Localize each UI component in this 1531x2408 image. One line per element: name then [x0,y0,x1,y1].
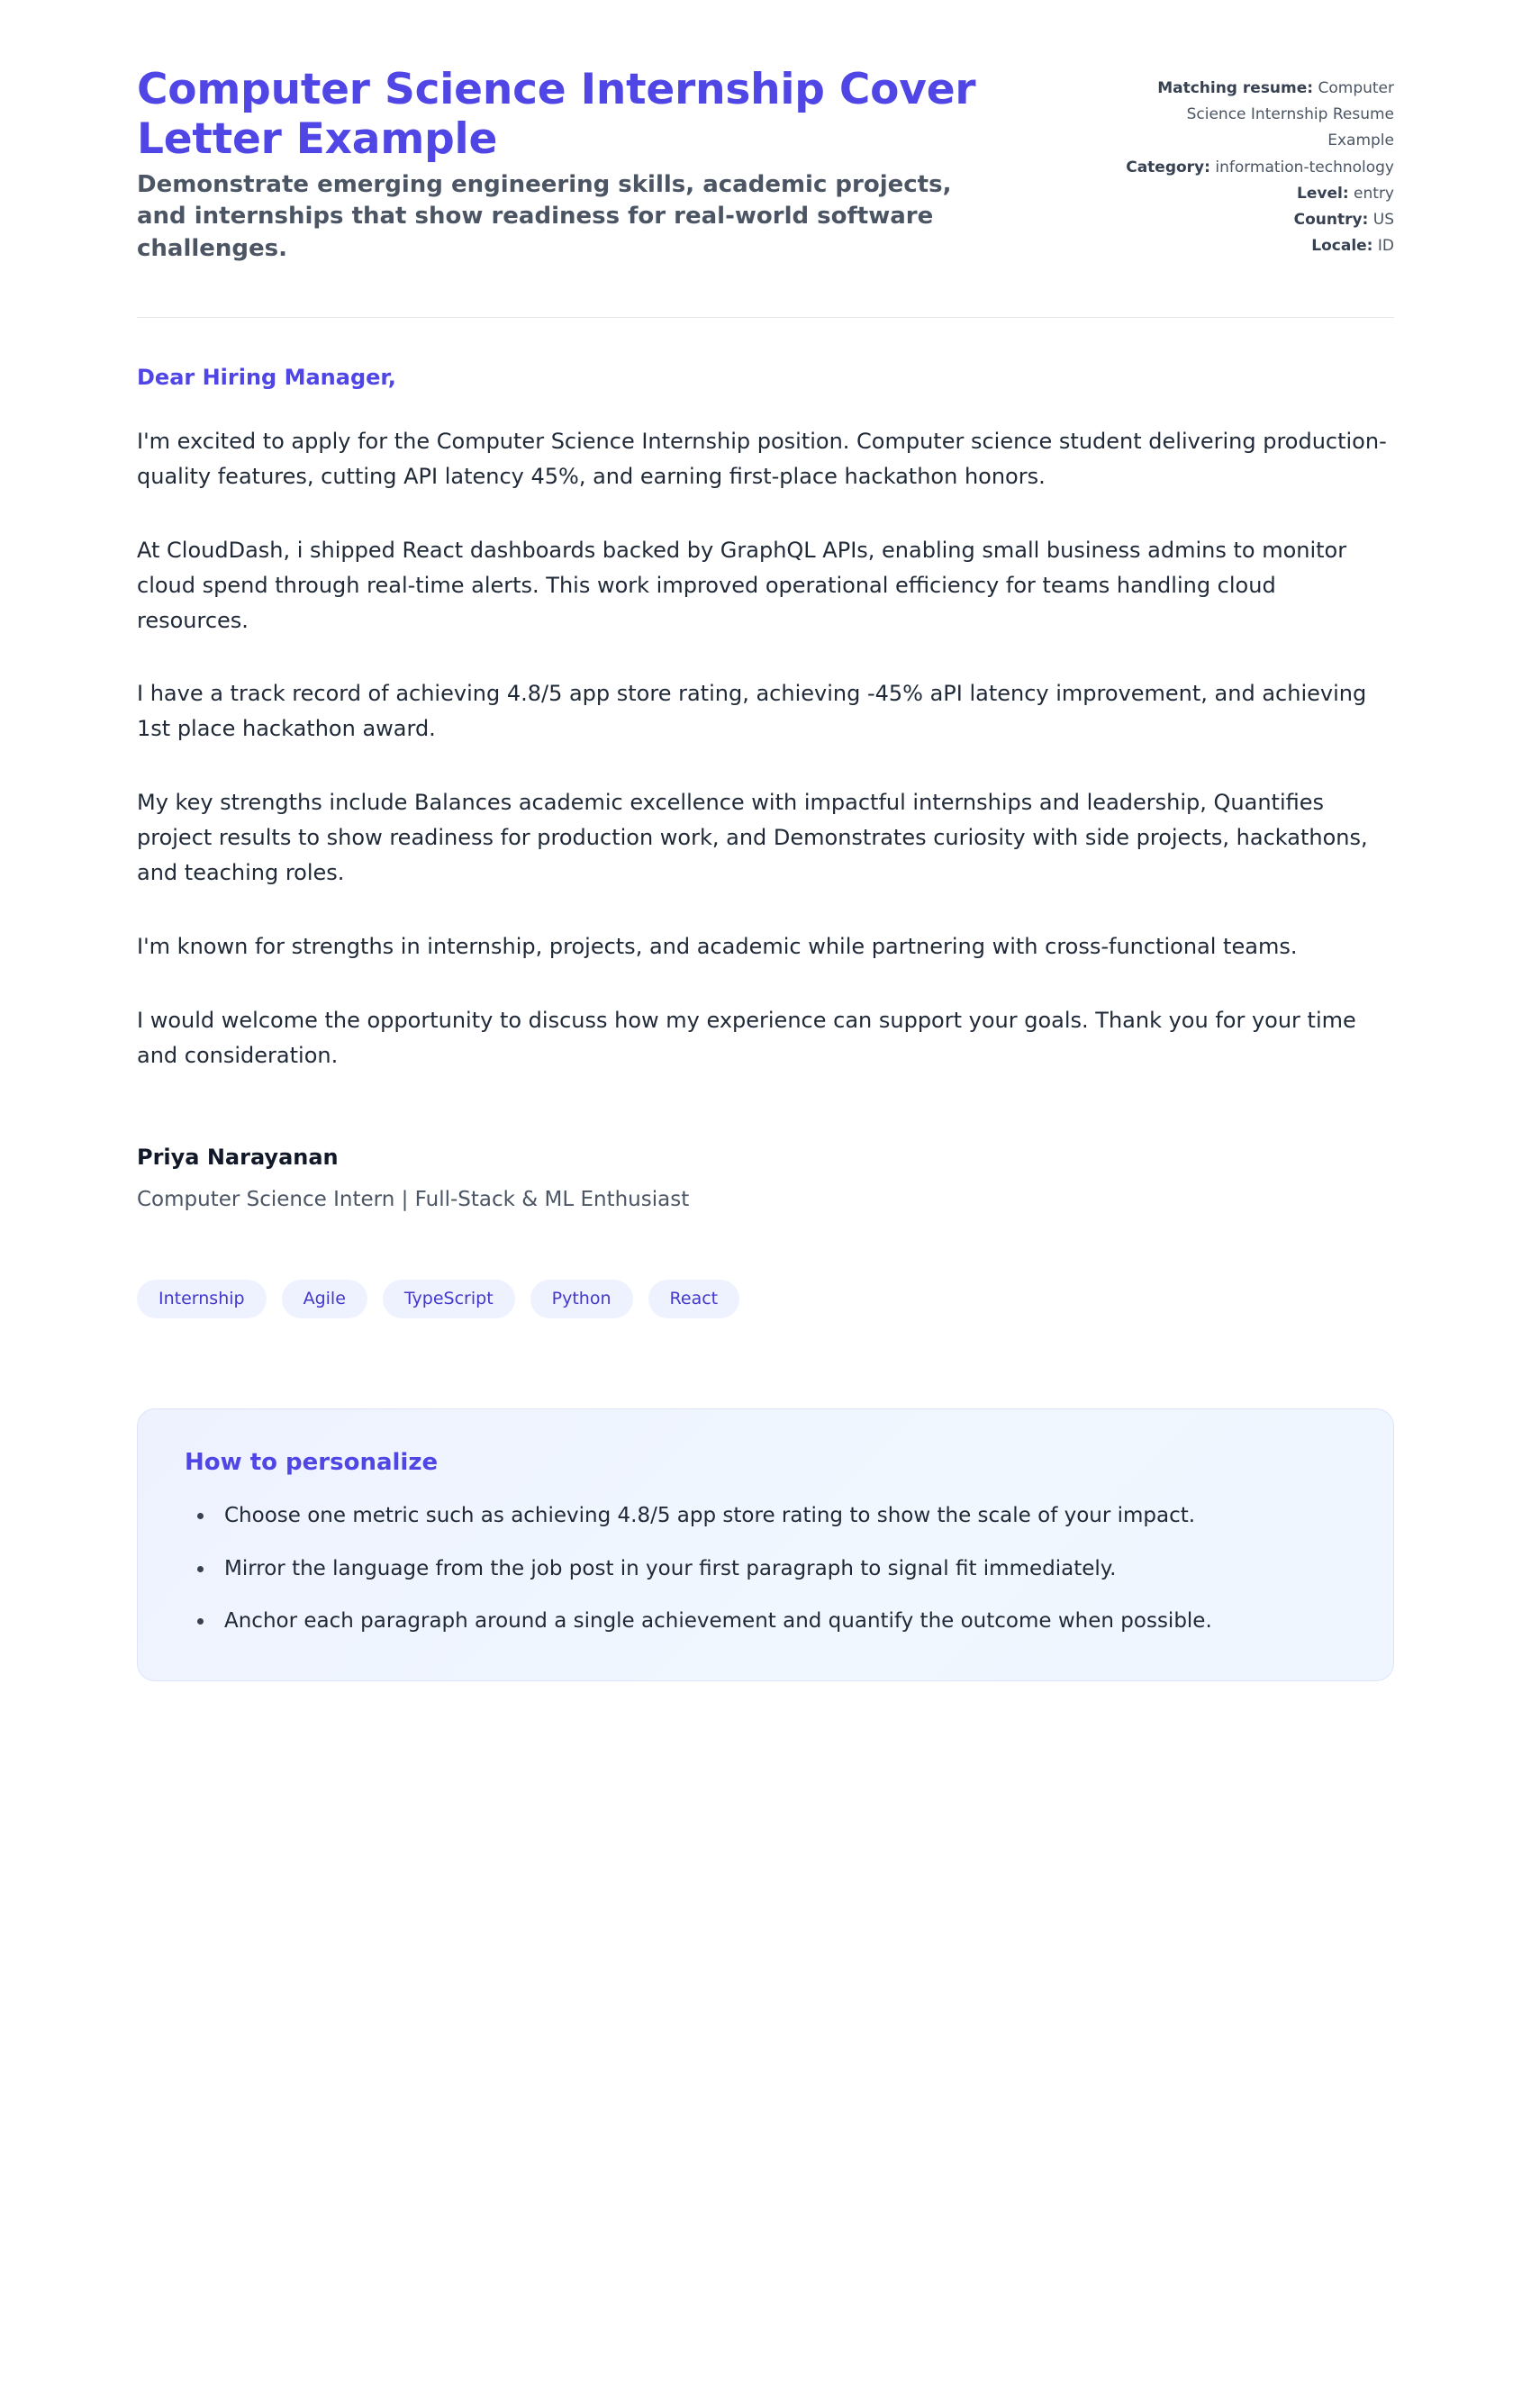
meta-country-label: Country: [1293,211,1369,230]
letter-signature [137,1145,1394,1211]
personalization-title: How to personalize [185,1449,439,1477]
list-item: • Anchor each paragraph around a single achievement and quantify the outcome when possible. [215,1605,1346,1637]
meta-locale-value: ID [1377,237,1394,256]
meta-level-label: Level: [1297,184,1349,203]
letter-body [137,318,1394,1211]
meta-country-value: US [1372,211,1394,230]
personalization-card [137,1408,1394,1681]
tag-list [137,1280,1394,1318]
letter-paragraph: I would welcome the opportunity to discuss how my experience can support your goals. Thank you for your time and consideration. [137,1007,1356,1068]
letter-paragraph: I'm excited to apply for the Computer Science Internship position. Computer science student delivering production-quality features, cutting API latency 45%, and earning first-place hackathon honors. [137,429,1387,489]
meta-category [1124,155,1394,181]
tag-chip[interactable]: Internship [137,1280,267,1318]
meta-matching-resume-value: Computer Science Internship Resume Example [1186,79,1394,150]
document-header [137,65,1394,265]
letter-salutation: Dear Hiring Manager, [137,365,396,391]
meta-country [1124,207,1394,233]
letter-paragraph: I'm known for strengths in internship, projects, and academic while partnering with cross-functional teams. [137,933,1298,959]
meta-matching-resume-label: Matching resume: [1157,79,1314,97]
tag-chip[interactable]: TypeScript [383,1280,515,1318]
tag-chip[interactable]: Agile [282,1280,367,1318]
list-item: • Choose one metric such as achieving 4.8/5 app store rating to show the scale of your impact. [215,1499,1346,1532]
meta-matching-resume [1124,76,1394,155]
page-subtitle: Demonstrate emerging engineering skills, academic projects, and internships that show readiness for real-world software challenges. [137,170,952,262]
personalization-list [185,1499,1346,1637]
tag-chip[interactable]: React [648,1280,740,1318]
meta-level [1124,181,1394,207]
header-title-block [137,65,1001,265]
letter-paragraph: I have a track record of achieving 4.8/5 app store rating, achieving -45% aPI latency improvement, and achieving 1st place hackathon award. [137,681,1367,742]
letter-paragraph: My key strengths include Balances academic excellence with impactful internships and leadership, Quantifies project results to show readiness for production work, and Demonstrates curiosity with side projects, hackathons, and teaching roles. [137,790,1368,885]
signature-name: Priya Narayanan [137,1145,339,1171]
page-title: Computer Science Internship Cover Letter Example [137,65,976,164]
list-item: • Mirror the language from the job post in your first paragraph to signal fit immediately. [215,1553,1346,1585]
meta-locale-label: Locale: [1311,237,1373,256]
meta-category-value: information-technology [1215,158,1394,177]
meta-level-value: entry [1354,184,1394,203]
document-meta [1124,65,1394,260]
letter-paragraph: At CloudDash, i shipped React dashboards backed by GraphQL APIs, enabling small business admins to monitor cloud spend through real-time alerts. This work improved operational efficiency for teams handling cloud resources. [137,537,1347,633]
tag-chip[interactable]: Python [530,1280,633,1318]
meta-category-label: Category: [1126,158,1210,177]
meta-locale [1124,233,1394,259]
signature-role: Computer Science Intern | Full-Stack & ML Enthusiast [137,1188,690,1212]
